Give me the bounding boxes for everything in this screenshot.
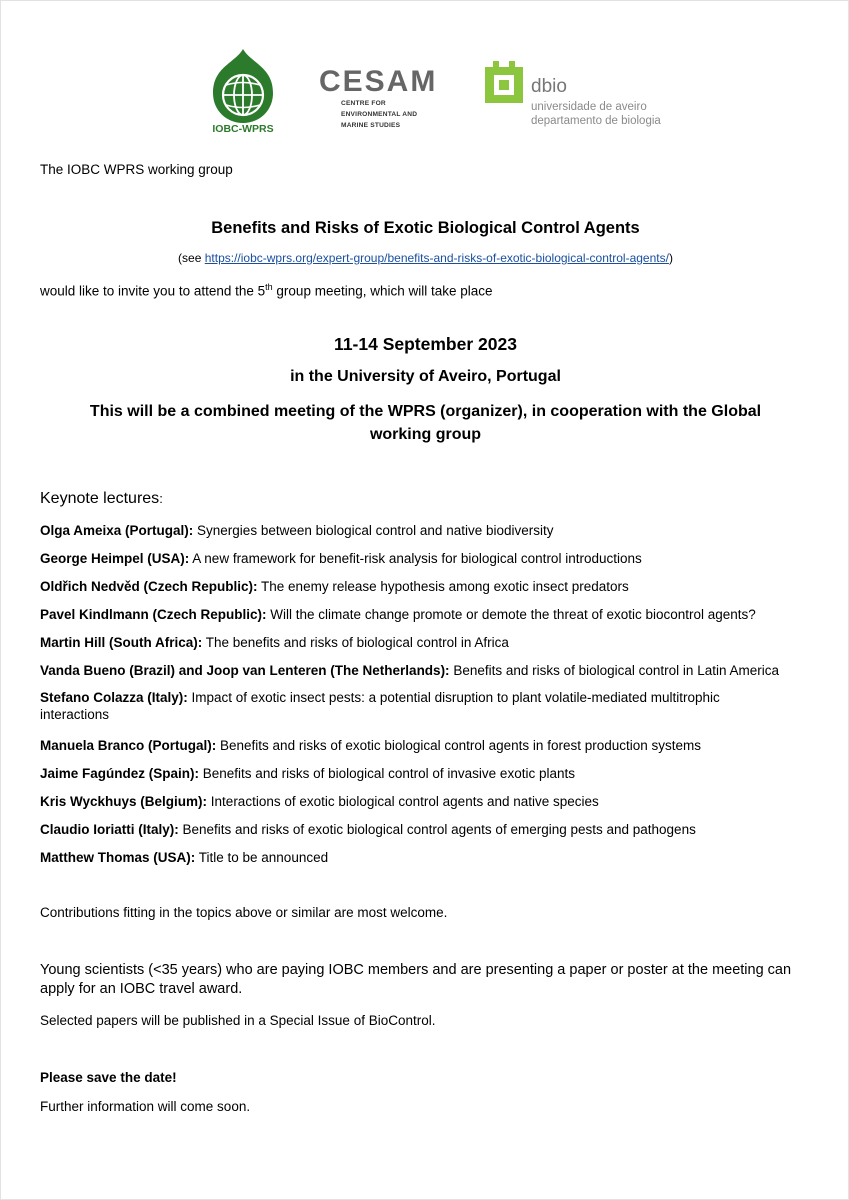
cesam-subtitle-line-2: ENVIRONMENTAL AND <box>341 111 418 118</box>
lecture-speaker: Claudio Ioriatti (Italy): <box>40 822 179 837</box>
lecture-title: The benefits and risks of biological control in Africa <box>202 635 509 650</box>
lecture-title: The enemy release hypothesis among exotic insect predators <box>257 579 629 594</box>
lecture-item <box>40 550 820 567</box>
save-the-date: Please save the date! <box>40 1070 177 1085</box>
lecture-speaker: Matthew Thomas (USA): <box>40 850 196 865</box>
lecture-item <box>40 606 820 623</box>
lecture-speaker: George Heimpel (USA): <box>40 551 190 566</box>
lecture-speaker: Vanda Bueno (Brazil) and Joop van Lenteren (The Netherlands): <box>40 663 450 678</box>
contributions-note: Contributions fitting in the topics above or similar are most welcome. <box>40 905 448 920</box>
lecture-item <box>40 689 820 723</box>
cesam-subtitle-line-3: MARINE STUDIES <box>341 122 401 129</box>
keynote-heading <box>40 490 163 508</box>
combined-meeting-line-2: working group <box>369 426 482 443</box>
lecture-speaker: Oldřich Nedvěd (Czech Republic): <box>40 579 258 594</box>
lecture-item <box>40 793 820 810</box>
invite-superscript: th <box>265 282 273 292</box>
lecture-title: Interactions of exotic biological control agents and native species <box>207 794 599 809</box>
group-website-link[interactable]: https://iobc-wprs.org/expert-group/benefits-and-risks-of-exotic-biological-control-agents/ <box>204 251 669 265</box>
see-prefix: (see <box>178 251 205 265</box>
invite-line <box>40 279 493 300</box>
lecture-item <box>40 522 820 539</box>
lecture-speaker: Kris Wyckhuys (Belgium): <box>40 794 208 809</box>
lecture-item <box>40 849 820 866</box>
meeting-title: Benefits and Risks of Exotic Biological Control Agents <box>211 219 640 237</box>
invite-before: would like to invite you to attend the 5 <box>40 283 266 299</box>
lecture-speaker: Jaime Fagúndez (Spain): <box>40 766 200 781</box>
lecture-item <box>40 578 820 595</box>
lecture-item <box>40 737 820 754</box>
lecture-speaker: Pavel Kindlmann (Czech Republic): <box>40 607 267 622</box>
lecture-item <box>40 821 820 838</box>
lecture-speaker: Stefano Colazza (Italy): <box>40 690 188 705</box>
lecture-title: Benefits and risks of exotic biological control agents in forest production systems <box>216 738 702 753</box>
lecture-speaker: Martin Hill (South Africa): <box>40 635 203 650</box>
cesam-subtitle-line-1: CENTRE FOR <box>341 100 386 107</box>
dbio-logo-mark <box>485 61 523 103</box>
dbio-university: universidade de aveiro <box>531 101 647 113</box>
lecture-title: Benefits and risks of exotic biological control agents of emerging pests and pathogens <box>178 822 696 837</box>
intro-line: The IOBC WPRS working group <box>40 162 233 177</box>
keynote-heading-text: Keynote lectures <box>40 490 160 507</box>
meeting-date: 11-14 September 2023 <box>334 334 517 354</box>
lecture-title: Benefits and risks of biological control in Latin America <box>449 663 779 678</box>
selected-papers-note: Selected papers will be published in a Special Issue of BioControl. <box>40 1013 436 1028</box>
lecture-title-continued: interactions <box>40 707 110 722</box>
lecture-item <box>40 662 820 679</box>
lecture-title: Will the climate change promote or demote the threat of exotic biocontrol agents? <box>266 607 756 622</box>
cesam-logo <box>319 67 437 130</box>
lecture-title: Impact of exotic insect pests: a potential disruption to plant volatile-mediated multitrophic <box>187 690 720 705</box>
lecture-speaker: Olga Ameixa (Portugal): <box>40 523 194 538</box>
meeting-venue: in the University of Aveiro, Portugal <box>290 368 561 385</box>
invite-after: group meeting, which will take place <box>272 283 493 299</box>
see-reference <box>1 251 849 265</box>
keynote-heading-colon: : <box>159 491 163 506</box>
cesam-wordmark: CESAM <box>319 65 438 98</box>
dbio-wordmark: dbio <box>531 76 567 97</box>
iobc-wprs-label: IOBC-WPRS <box>212 123 274 135</box>
lecture-title: A new framework for benefit-risk analysis for biological control introductions <box>189 551 642 566</box>
lecture-title: Title to be announced <box>195 850 329 865</box>
young-scientists-note: Young scientists (<35 years) who are paying IOBC members and are presenting a paper or poster at the meeting can apply for an IOBC travel award. <box>40 962 792 997</box>
combined-meeting-line-1: This will be a combined meeting of the WPRS (organizer), in cooperation with the Global <box>89 403 762 420</box>
lecture-item <box>40 634 820 651</box>
lecture-title: Synergies between biological control and native biodiversity <box>193 523 554 538</box>
further-info: Further information will come soon. <box>40 1099 251 1114</box>
lecture-speaker: Manuela Branco (Portugal): <box>40 738 217 753</box>
lecture-title: Benefits and risks of biological control of invasive exotic plants <box>199 766 575 781</box>
dbio-department: departamento de biologia <box>531 115 661 127</box>
see-suffix: ) <box>668 251 673 265</box>
lecture-item <box>40 765 820 782</box>
